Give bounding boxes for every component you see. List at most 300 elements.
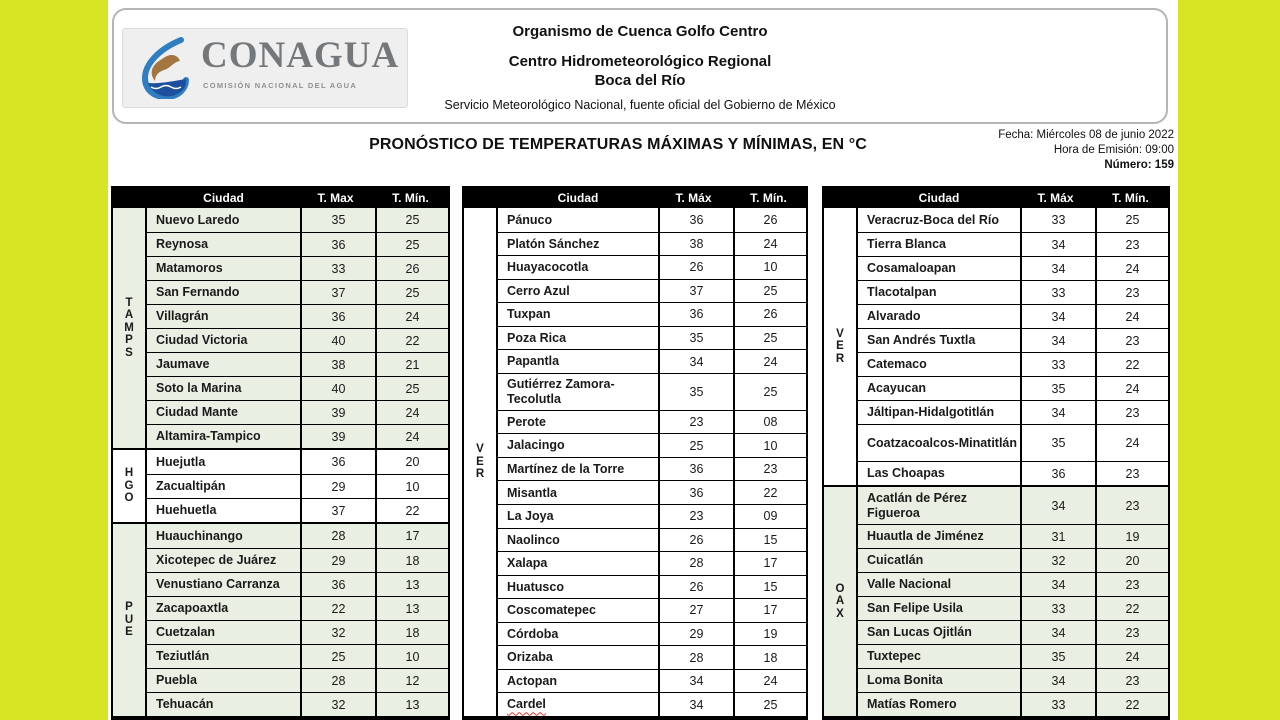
table-row [498,480,806,504]
table-row [147,232,448,256]
city-cell [147,329,302,352]
city-name: San Andrés Tuxtla [867,333,976,348]
tmax-cell: 33 [1051,213,1066,227]
city-cell [858,525,1022,548]
table-row [858,644,1168,668]
column-header: T. Max [317,191,354,205]
tmin-cell: 22 [375,329,448,352]
tmax-cell: 37 [331,285,346,300]
table-row [498,645,806,669]
tmin-cell: 25 [733,693,806,716]
tmax-cell: 35 [689,384,704,399]
tmin-cell: 10 [733,434,806,457]
city-cell [147,425,302,448]
tmax-cell: 36 [331,577,346,592]
table-row [147,424,448,448]
city-cell [498,481,660,504]
org-line-1: Organismo de Cuenca Golfo Centro [512,23,768,40]
tmax-cell: 35 [689,331,704,345]
city-cell [498,303,660,326]
column-header: T. Máx [675,191,712,205]
table-row [858,328,1168,352]
city-name: Catemaco [867,357,927,372]
city-cell [858,401,1022,424]
table-row [498,669,806,693]
city-cell [498,552,660,575]
table-row [147,524,448,548]
group-rows [147,208,448,448]
tmin-cell: 23 [1095,462,1168,485]
table-row [858,232,1168,256]
state-label: O A X [824,487,858,716]
state-group [464,208,806,716]
conagua-subtitle: COMISIÓN NACIONAL DEL AGUA [203,81,358,90]
table-row [147,644,448,668]
tmax-cell: 32 [331,697,346,712]
tmin-cell: 25 [733,280,806,303]
city-name: Córdoba [507,626,559,641]
table-row [858,572,1168,596]
tmin-cell: 24 [1095,257,1168,280]
table-row [147,304,448,328]
city-name: Xicotepec de Juárez [156,553,277,568]
city-name: Matías Romero [867,697,957,712]
tmax-cell: 26 [689,579,704,594]
city-cell [858,693,1022,716]
tmax-cell: 34 [689,674,704,689]
tmin-cell: 24 [1095,305,1168,328]
tmax-cell: 28 [689,650,704,665]
state-label: P U E [113,524,147,716]
table-header-row [464,188,806,208]
city-cell [498,374,660,410]
city-cell [858,208,1022,232]
city-cell [147,377,302,400]
city-name: Acatlán de Pérez Figueroa [867,491,968,520]
tmin-cell: 25 [733,374,806,410]
city-cell [147,621,302,644]
tmin-cell: 18 [733,646,806,669]
table-row [858,280,1168,304]
tmax-cell: 33 [1051,285,1066,300]
state-group [824,208,1168,485]
tmax-cell: 37 [689,283,704,298]
table-row [858,376,1168,400]
city-cell [147,401,302,424]
city-cell [858,257,1022,280]
table-row [498,373,806,410]
city-name: Huatusco [507,579,564,594]
city-name: Tlacotalpan [867,285,937,300]
state-label: T A M P S [113,208,147,448]
table-row [498,349,806,373]
tmax-cell: 35 [1051,436,1066,450]
tmin-cell: 10 [733,256,806,279]
table-row [858,596,1168,620]
tmin-cell: 13 [375,597,448,620]
city-name: Cuicatlán [867,553,924,568]
city-name: Zacualtipán [156,479,226,494]
column-header: Ciudad [557,191,599,205]
group-rows [147,450,448,522]
tmax-cell: 26 [689,532,704,547]
city-name: Huehuetla [156,503,217,518]
table-row [498,208,806,232]
table-row [858,487,1168,524]
table-row [498,551,806,575]
tmax-cell: 39 [331,405,346,420]
city-cell [858,597,1022,620]
tmin-cell: 25 [375,377,448,400]
city-cell [498,693,660,716]
tmax-cell: 40 [331,381,346,396]
tmin-cell: 23 [1095,621,1168,644]
city-cell [858,669,1022,692]
tmin-cell: 17 [375,524,448,548]
tmin-cell: 23 [1095,281,1168,304]
city-cell [498,350,660,373]
table-row [147,620,448,644]
tmax-cell: 28 [331,673,346,688]
tmax-cell: 34 [1051,405,1066,420]
city-name: Cosamaloapan [867,261,956,276]
city-name: Huauchinango [156,528,243,543]
tmax-cell: 34 [1051,309,1066,324]
city-cell [147,645,302,668]
table-row [147,256,448,280]
tmin-cell: 15 [733,576,806,599]
tmin-cell: 22 [1095,353,1168,376]
tmax-cell: 32 [331,625,346,640]
tmin-cell: 23 [1095,573,1168,596]
city-cell [498,646,660,669]
column-header: T. Máx [1037,191,1074,205]
table-row [147,474,448,498]
tmax-cell: 36 [331,455,346,469]
city-cell [498,670,660,693]
tmax-cell: 40 [331,333,346,348]
table-row [498,598,806,622]
table-row [498,457,806,481]
tmin-cell: 23 [733,458,806,481]
city-name: Las Choapas [867,466,945,481]
tmax-cell: 35 [1051,381,1066,396]
tmax-cell: 25 [331,649,346,664]
tmin-cell: 22 [1095,597,1168,620]
org-line-2: Centro Hidrometeorológico Regional [508,53,772,70]
table-row [858,668,1168,692]
city-name: Misantla [507,485,558,500]
table-row [147,376,448,400]
city-cell [147,450,302,474]
city-cell [858,281,1022,304]
tmin-cell: 19 [733,623,806,646]
group-rows [858,487,1168,716]
table-row [147,596,448,620]
tmax-cell: 34 [689,697,704,712]
tmin-cell: 22 [1095,693,1168,716]
city-name: Teziutlán [156,649,210,664]
table-row [147,450,448,474]
tmax-cell: 27 [689,603,704,618]
city-name: Nuevo Laredo [156,212,240,227]
city-cell [147,281,302,304]
state-label: H G O [113,450,147,522]
city-cell [498,623,660,646]
city-name: Poza Rica [507,330,567,345]
tmax-cell: 32 [1051,553,1066,568]
tmin-cell: 24 [733,233,806,256]
tmax-cell: 36 [1051,466,1066,481]
city-name: Altamira-Tampico [156,429,261,444]
tmin-cell: 23 [1095,669,1168,692]
city-name: Orizaba [507,650,553,665]
tmax-cell: 23 [689,415,704,430]
city-name: Valle Nacional [867,577,952,592]
column-header: T. Mín. [750,191,787,205]
state-group [824,485,1168,716]
city-cell [147,693,302,716]
tmin-cell: 24 [375,401,448,424]
table-row [858,208,1168,232]
tmax-cell: 34 [689,354,704,369]
city-name: Soto la Marina [156,381,242,396]
city-name: Cardel [507,697,546,712]
city-name: Gutiérrez Zamora-Tecolutla [507,377,615,406]
tmax-cell: 35 [1051,649,1066,664]
city-name: Naolinco [507,532,560,547]
tmin-cell: 13 [375,573,448,596]
tmax-cell: 29 [689,627,704,642]
city-cell [858,487,1022,524]
city-cell [147,257,302,280]
issue-time: Hora de Emisión: 09:00 [1053,143,1174,156]
tmax-cell: 36 [689,212,704,227]
city-name: Venustiano Carranza [156,577,280,592]
table-row [858,424,1168,461]
city-cell [147,573,302,596]
tmin-cell: 26 [733,303,806,326]
city-name: Tuxpan [507,307,551,322]
forecast-table [111,186,450,720]
city-cell [498,529,660,552]
table-row [147,498,448,522]
tmin-cell: 17 [733,599,806,622]
city-name: Huayacocotla [507,260,589,275]
city-name: Alvarado [867,309,921,324]
table-row [498,528,806,552]
city-cell [858,329,1022,352]
table-row [147,208,448,232]
city-name: San Fernando [156,285,240,300]
issue-meta [998,128,1174,173]
conagua-wordmark: CONAGUA [201,35,400,76]
tmax-cell: 38 [331,357,346,372]
state-group [113,522,448,716]
tmin-cell: 24 [375,305,448,328]
city-cell [858,377,1022,400]
conagua-logo [122,28,408,108]
org-line-4: Servicio Meteorológico Nacional, fuente oficial del Gobierno de México [444,98,836,112]
tmin-cell: 22 [733,481,806,504]
table-header-row [824,188,1168,208]
tmax-cell: 36 [331,237,346,252]
table-row [147,548,448,572]
city-name: Matamoros [156,261,223,276]
tmax-cell: 36 [331,309,346,324]
city-cell [498,458,660,481]
city-cell [498,434,660,457]
city-cell [147,549,302,572]
table-row [858,548,1168,572]
tmin-cell: 21 [375,353,448,376]
tmax-cell: 22 [331,601,346,616]
table-row [147,352,448,376]
forecast-table [822,186,1170,720]
city-cell [858,233,1022,256]
city-name: Actopan [507,673,557,688]
city-cell [498,256,660,279]
city-name: Papantla [507,354,560,369]
city-name: Veracruz-Boca del Río [867,212,999,227]
forecast-table [462,186,808,720]
state-label: V E R [464,208,498,716]
tmax-cell: 33 [1051,357,1066,372]
city-name: San Felipe Usila [867,601,963,616]
tmax-cell: 28 [689,556,704,571]
table-row [498,692,806,716]
tmin-cell: 10 [375,475,448,498]
city-cell [858,462,1022,485]
state-group [113,448,448,522]
page-title: PRONÓSTICO DE TEMPERATURAS MÁXIMAS Y MÍNIMAS, EN °C [369,136,867,153]
city-name: La Joya [507,509,554,524]
city-cell [147,524,302,548]
tmin-cell: 24 [733,670,806,693]
city-cell [858,621,1022,644]
city-name: Villagrán [156,309,209,324]
tmax-cell: 34 [1051,673,1066,688]
city-name: San Lucas Ojitlán [867,625,972,640]
city-name: Cerro Azul [507,283,570,298]
tmin-cell: 24 [1095,645,1168,668]
table-row [858,461,1168,485]
tmax-cell: 28 [331,529,346,543]
tmax-cell: 34 [1051,498,1066,513]
city-name: Pánuco [507,212,553,227]
group-rows [147,524,448,716]
city-cell [147,353,302,376]
tmin-cell: 20 [375,450,448,474]
tmax-cell: 35 [331,213,346,227]
tmax-cell: 31 [1051,529,1066,544]
table-row [858,256,1168,280]
tmin-cell: 23 [1095,233,1168,256]
city-cell [498,233,660,256]
tmin-cell: 25 [375,233,448,256]
city-cell [498,599,660,622]
tmin-cell: 20 [1095,549,1168,572]
city-cell [498,411,660,434]
table-row [147,280,448,304]
city-name: Ciudad Victoria [156,333,248,348]
tmax-cell: 34 [1051,625,1066,640]
tmin-cell: 25 [375,208,448,232]
city-name: Jalacingo [507,438,565,453]
table-row [147,572,448,596]
column-header: Ciudad [203,191,244,205]
table-row [498,575,806,599]
tmin-cell: 26 [733,208,806,232]
city-name: Tierra Blanca [867,237,946,252]
city-cell [147,597,302,620]
table-row [858,304,1168,328]
table-row [498,279,806,303]
table-row [498,504,806,528]
tmin-cell: 18 [375,549,448,572]
tmin-cell: 18 [375,621,448,644]
org-line-3: Boca del Río [594,72,686,89]
table-row [498,410,806,434]
tmax-cell: 36 [689,485,704,500]
city-cell [147,208,302,232]
city-name: Coscomatepec [507,603,596,618]
city-name: Tuxtepec [867,649,921,664]
water-drop-eagle-icon [137,37,195,104]
tmax-cell: 34 [1051,577,1066,592]
tmin-cell: 09 [733,505,806,528]
city-cell [858,305,1022,328]
header-banner [112,8,1168,124]
table-row [147,692,448,716]
table-row [858,400,1168,424]
tmin-cell: 19 [1095,525,1168,548]
tmax-cell: 34 [1051,333,1066,348]
city-cell [498,505,660,528]
issue-date: Fecha: Miércoles 08 de junio 2022 [998,129,1174,141]
city-cell [147,669,302,692]
tmax-cell: 26 [689,260,704,275]
tmax-cell: 33 [331,261,346,276]
city-name: Coatzacoalcos-Minatitlán [867,435,1018,450]
city-cell [858,549,1022,572]
tmin-cell: 23 [1095,487,1168,524]
tmin-cell: 24 [375,425,448,448]
table-header-row [113,188,448,208]
tmin-cell: 13 [375,693,448,716]
city-cell [858,645,1022,668]
tmin-cell: 10 [375,645,448,668]
city-name: Huejutla [156,454,206,469]
city-name: Jáltipan-Hidalgotitlán [867,405,995,420]
column-header: T. Mín. [1112,191,1149,205]
tmin-cell: 08 [733,411,806,434]
tmax-cell: 36 [689,462,704,477]
city-cell [858,425,1022,461]
table-row [498,433,806,457]
tmax-cell: 34 [1051,261,1066,276]
tmin-cell: 22 [375,499,448,522]
city-cell [858,353,1022,376]
city-cell [147,233,302,256]
city-name: Jaumave [156,357,210,372]
city-name: Cuetzalan [156,625,216,640]
table-row [147,668,448,692]
tmin-cell: 25 [1095,208,1168,232]
table-row [498,255,806,279]
table-row [858,352,1168,376]
tmin-cell: 24 [733,350,806,373]
